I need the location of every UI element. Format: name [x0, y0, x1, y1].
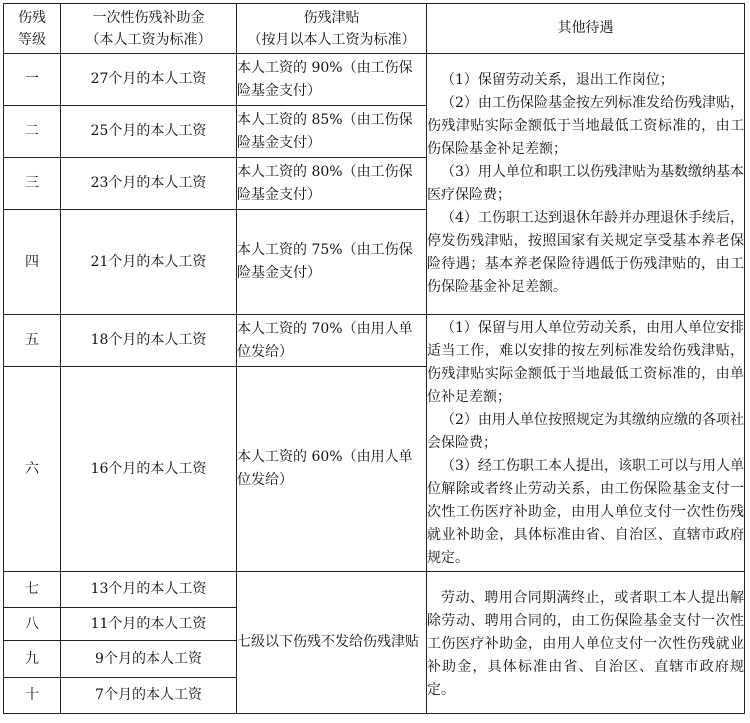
- table-row: [4, 572, 745, 608]
- lump-sum-cell: 7个月的本人工资: [61, 678, 237, 714]
- header-row: [4, 4, 745, 54]
- other-paragraph: 劳动、聘用合同期满终止，或者职工本人提出解除劳动、聘用合同的，由工伤保险基金支付一次性工伤医疗补助金，由用人单位支付一次性伤残就业补助金，具体标准由省、自治区、直辖市政府规定。: [427, 590, 744, 698]
- other-paragraph: （2）由用人单位按照规定为其缴纳应缴的各项社会保险费；: [427, 411, 744, 451]
- level-cell: 二: [4, 106, 61, 158]
- lump-sum-cell: 9个月的本人工资: [61, 641, 237, 678]
- other-paragraph: （1）保留劳动关系，退出工作岗位；: [441, 72, 674, 88]
- level-cell: 八: [4, 608, 61, 641]
- lump-sum-cell: 23个月的本人工资: [61, 158, 237, 210]
- subsidy-cell: 本人工资的 75%（由工伤保险基金支付）: [237, 210, 427, 315]
- other-paragraph: （1）保留与用人单位劳动关系，由用人单位安排适当工作，难以安排的按左列标准发给伤残津贴，伤残津贴实际金额低于当地最低工资标准的，由单位补足差额；: [427, 319, 744, 405]
- lump-sum-cell: 11个月的本人工资: [61, 608, 237, 641]
- level-cell: 六: [4, 367, 61, 572]
- other-benefits-5-6: [427, 315, 745, 572]
- header-other: 其他待遇: [427, 4, 745, 54]
- lump-sum-cell: 18个月的本人工资: [61, 315, 237, 367]
- other-paragraph: （3）经工伤职工本人提出，该职工可以与用人单位解除或者终止劳动关系，由工伤保险基金支付一次性工伤医疗补助金，由用人单位支付一次性伤残就业补助金，具体标准由省、自治区、直辖市政府规定。: [427, 457, 744, 566]
- subsidy-cell: 本人工资的 85%（由工伤保险基金支付）: [237, 106, 427, 158]
- other-paragraph: （4）工伤职工达到退休年龄并办理退休手续后，停发伤残津贴，按照国家有关规定享受基本养老保险待遇；基本养老保险待遇低于伤残津贴的，由工伤保险基金补足差额。: [427, 210, 744, 295]
- level-cell: 十: [4, 678, 61, 714]
- other-benefits-1-4: [427, 54, 745, 315]
- disability-benefits-table: [3, 3, 745, 714]
- lump-sum-cell: 21个月的本人工资: [61, 210, 237, 315]
- lump-sum-cell: 27个月的本人工资: [61, 54, 237, 106]
- header-subsidy: 伤残津贴 （按月以本人工资为标准）: [237, 4, 427, 54]
- level-cell: 三: [4, 158, 61, 210]
- lump-sum-cell: 13个月的本人工资: [61, 572, 237, 608]
- other-paragraph: （3）用人单位和职工以伤残津贴为基数缴纳基本医疗保险费；: [427, 164, 744, 203]
- subsidy-cell: 本人工资的 80%（由工伤保险基金支付）: [237, 158, 427, 210]
- subsidy-cell: 本人工资的 90%（由工伤保险基金支付）: [237, 54, 427, 106]
- level-cell: 五: [4, 315, 61, 367]
- lump-sum-cell: 16个月的本人工资: [61, 367, 237, 572]
- subsidy-cell: 本人工资的 70%（由用人单位发给）: [237, 315, 427, 367]
- subsidy-cell-7-10: 七级以下伤残不发给伤残津贴: [237, 572, 427, 714]
- table-row: [4, 315, 745, 367]
- table-row: [4, 54, 745, 106]
- header-level: 伤残 等级: [4, 4, 61, 54]
- level-cell: 一: [4, 54, 61, 106]
- lump-sum-cell: 25个月的本人工资: [61, 106, 237, 158]
- other-paragraph: （2）由工伤保险基金按左列标准发给伤残津贴，伤残津贴实际金额低于当地最低工资标准的，由工伤保险基金补足差额；: [427, 95, 744, 157]
- level-cell: 九: [4, 641, 61, 678]
- header-lump-sum: 一次性伤残补助金 （本人工资为标准）: [61, 4, 237, 54]
- subsidy-cell: 本人工资的 60%（由用人单位发给）: [237, 367, 427, 572]
- level-cell: 四: [4, 210, 61, 315]
- other-benefits-7-10: [427, 572, 745, 714]
- level-cell: 七: [4, 572, 61, 608]
